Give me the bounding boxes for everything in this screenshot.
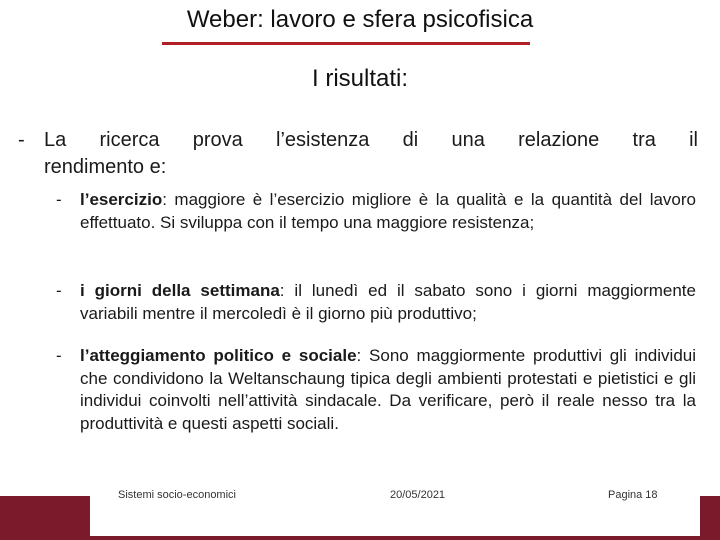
bullet-dash: - — [56, 346, 62, 365]
sub-bullet-term: l’esercizio — [80, 190, 163, 209]
sub-bullet-giorni — [56, 280, 696, 325]
footer-page-number: Pagina 18 — [608, 489, 658, 501]
main-bullet-line2: rendimento e: — [44, 156, 167, 178]
sub-bullet-term: l’atteggiamento politico e sociale — [80, 346, 357, 365]
footer-date: 20/05/2021 — [390, 489, 446, 501]
bullet-dash: - — [56, 190, 62, 209]
slide-subtitle: I risultati: — [311, 65, 409, 92]
bullet-dash: - — [56, 281, 62, 300]
main-bullet-line1: La ricerca prova l’esistenza di una relazione tra il — [44, 129, 698, 151]
sub-bullet-atteggiamento — [56, 345, 696, 435]
bullet-dash: - — [18, 129, 25, 151]
sub-bullet-esercizio — [56, 189, 696, 234]
sub-bullet-term: i giorni della settimana — [80, 281, 280, 300]
slide-title: Weber: lavoro e sfera psicofisica — [186, 6, 534, 33]
main-bullet — [18, 127, 698, 181]
slide-footer — [0, 480, 720, 540]
footer-course: Sistemi socio-economici — [118, 489, 236, 501]
title-underline — [162, 42, 530, 45]
sub-bullet-text: : il lunedì ed il sabato sono i giorni maggiormente variabili mentre il mercoledì è il giorno più produttivo; — [80, 281, 696, 323]
sub-bullet-text: : maggiore è l’esercizio migliore è la qualità e la quantità del lavoro effettuato. Si sviluppa con il tempo una maggiore resistenza; — [80, 190, 696, 232]
sub-bullet-text: : Sono maggiormente produttivi gli individui che condividono la Weltanschaung tipica degli ambienti protestati e pietistici e gli individui coinvolti nell’attività sindacale. Da verificare, però il reale nesso tra la produttività e questi aspetti sociali. — [80, 346, 696, 433]
